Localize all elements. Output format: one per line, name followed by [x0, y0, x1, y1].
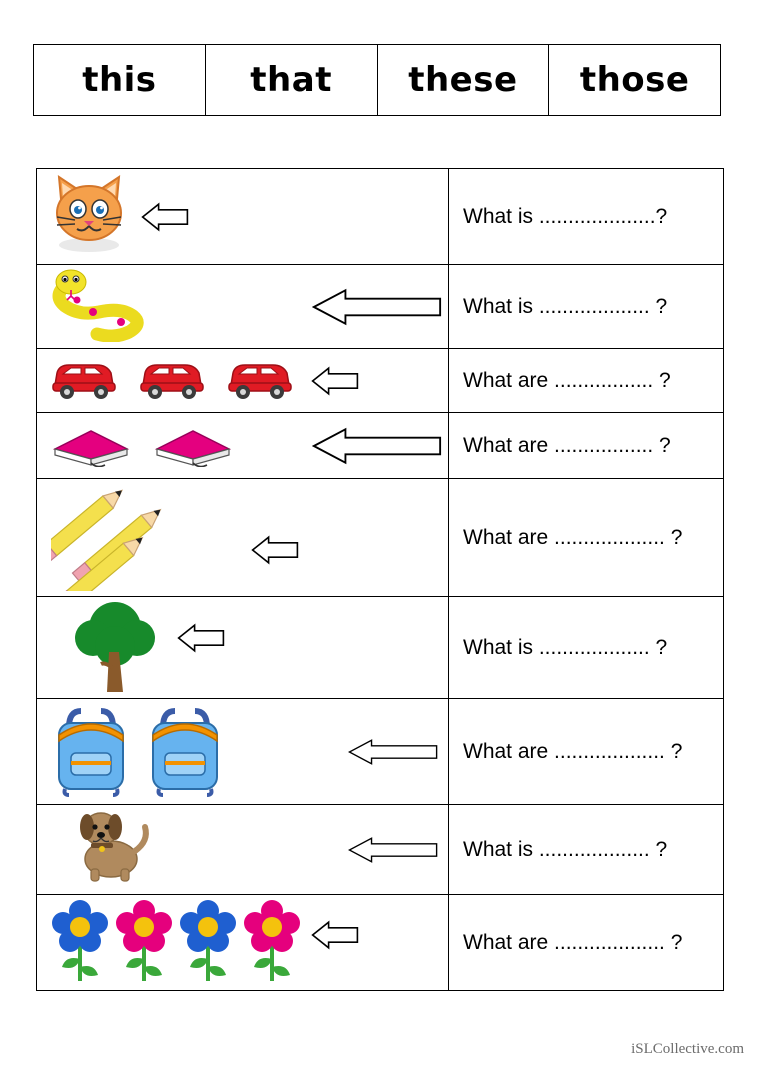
question-cell-6	[449, 597, 723, 698]
question-cell-9	[449, 895, 723, 990]
word-bank-cell-these: these	[378, 45, 550, 115]
picture-cell-flowers	[37, 895, 449, 990]
table-row	[37, 597, 723, 699]
flower-icon	[241, 897, 303, 988]
table-row	[37, 805, 723, 895]
question-cell-1	[449, 169, 723, 264]
word-bank	[33, 44, 721, 116]
flower-icon	[177, 897, 239, 988]
tree-icon	[67, 596, 163, 699]
question-cell-4	[449, 413, 723, 478]
arrow-pointer-9	[311, 920, 359, 950]
word-bank-cell-those: those	[579, 60, 690, 100]
picture-cell-books	[37, 413, 449, 478]
arrow-pointer-3	[311, 366, 359, 396]
table-row	[37, 895, 723, 991]
question-cell-8	[449, 805, 723, 894]
car-icon	[135, 355, 209, 406]
picture-cell-backpacks	[37, 699, 449, 804]
word-bank-cell-that: that	[206, 45, 378, 115]
picture-cell-cat	[37, 169, 449, 264]
snake-icon	[47, 266, 169, 347]
question-cell-5	[449, 479, 723, 596]
car-icon	[223, 355, 297, 406]
arrow-pointer-6	[177, 623, 225, 653]
question-text: What are ................. ?	[463, 433, 671, 457]
arrow-pointer-5	[251, 535, 299, 565]
arrow-pointer-4	[312, 427, 442, 465]
picture-cell-snake	[37, 265, 449, 348]
arrow-pointer-1	[141, 202, 189, 232]
backpack-icon	[49, 701, 133, 802]
picture-cell-tree	[37, 597, 449, 698]
picture-cell-pencils	[37, 479, 449, 596]
question-text: What is ................... ?	[463, 635, 668, 659]
cat-icon	[43, 171, 135, 262]
arrow-pointer-2	[312, 288, 442, 326]
table-row	[37, 265, 723, 349]
picture-group-flowers	[49, 897, 359, 988]
picture-group-cars	[47, 355, 359, 406]
question-text: What is ................... ?	[463, 294, 668, 318]
picture-group-backpacks	[49, 701, 227, 802]
flower-icon	[49, 897, 111, 988]
arrow-pointer-7	[348, 735, 438, 769]
footer-credit: iSLCollective.com	[631, 1041, 744, 1057]
table-row	[37, 349, 723, 413]
word-bank-cell-this: this	[34, 45, 206, 115]
book-icon	[151, 419, 235, 472]
question-text: What are ................... ?	[463, 930, 683, 954]
question-cell-7	[449, 699, 723, 804]
question-text: What are ................... ?	[463, 739, 683, 763]
arrow-pointer-8	[348, 833, 438, 867]
exercise-table	[36, 168, 724, 991]
question-text: What are ................... ?	[463, 525, 683, 549]
picture-group-books	[49, 419, 235, 472]
picture-cell-cars	[37, 349, 449, 412]
pencils-icon	[51, 479, 241, 596]
picture-group-cat	[43, 171, 189, 262]
question-text: What are ................. ?	[463, 368, 671, 392]
table-row	[37, 413, 723, 479]
question-cell-3	[449, 349, 723, 412]
car-icon	[47, 355, 121, 406]
table-row	[37, 479, 723, 597]
backpack-icon	[143, 701, 227, 802]
table-row	[37, 699, 723, 805]
dog-icon	[69, 805, 165, 894]
question-text: What is ................... ?	[463, 837, 668, 861]
picture-cell-dog	[37, 805, 449, 894]
question-text: What is ....................?	[463, 204, 668, 228]
flower-icon	[113, 897, 175, 988]
table-row	[37, 169, 723, 265]
book-icon	[49, 419, 133, 472]
question-cell-2	[449, 265, 723, 348]
